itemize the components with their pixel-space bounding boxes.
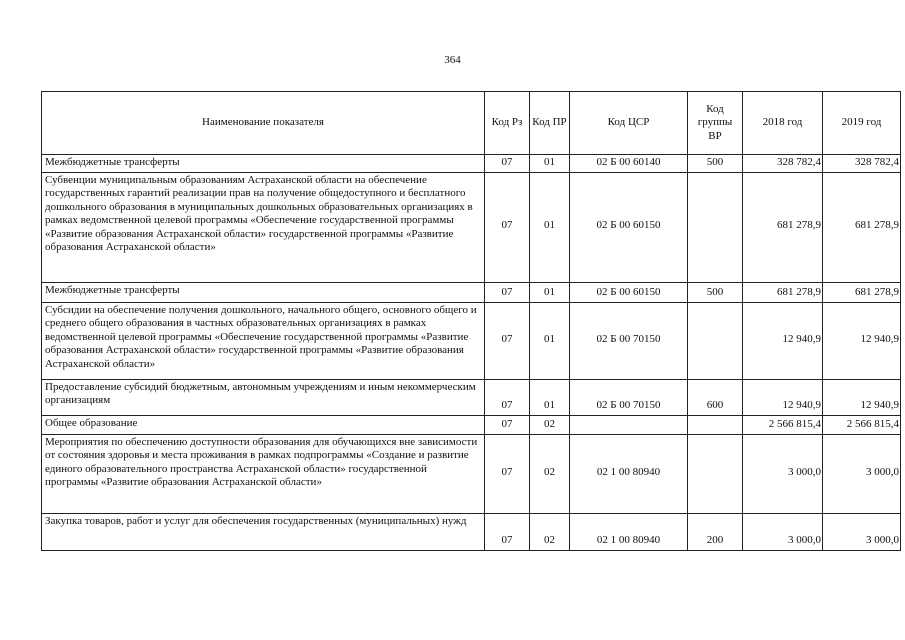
header-vr: Код группы ВР xyxy=(688,92,743,155)
row-2019: 3 000,0 xyxy=(823,435,901,514)
row-rz: 07 xyxy=(485,303,530,380)
table-row xyxy=(42,380,901,416)
row-csr: 02 Б 00 60150 xyxy=(570,173,688,283)
row-vr xyxy=(688,435,743,514)
row-name: Межбюджетные трансферты xyxy=(42,283,485,303)
row-2019: 3 000,0 xyxy=(823,514,901,551)
row-rz: 07 xyxy=(485,283,530,303)
row-vr: 200 xyxy=(688,514,743,551)
header-csr: Код ЦСР xyxy=(570,92,688,155)
row-2019: 328 782,4 xyxy=(823,155,901,173)
row-2019: 681 278,9 xyxy=(823,283,901,303)
row-2019: 12 940,9 xyxy=(823,380,901,416)
row-rz: 07 xyxy=(485,435,530,514)
row-2019: 681 278,9 xyxy=(823,173,901,283)
header-pr: Код ПР xyxy=(530,92,570,155)
row-pr: 01 xyxy=(530,303,570,380)
table-row xyxy=(42,435,901,514)
budget-table xyxy=(41,91,901,551)
row-rz: 07 xyxy=(485,514,530,551)
row-vr xyxy=(688,173,743,283)
row-rz: 07 xyxy=(485,173,530,283)
row-rz: 07 xyxy=(485,416,530,435)
table-row xyxy=(42,173,901,283)
row-csr: 02 Б 00 60150 xyxy=(570,283,688,303)
row-pr: 02 xyxy=(530,416,570,435)
row-vr: 600 xyxy=(688,380,743,416)
header-name: Наименование показателя xyxy=(42,92,485,155)
row-pr: 01 xyxy=(530,380,570,416)
row-name: Закупка товаров, работ и услуг для обеспечения государственных (муниципальных) нужд xyxy=(42,514,485,551)
row-pr: 02 xyxy=(530,514,570,551)
row-2018: 12 940,9 xyxy=(743,303,823,380)
row-2018: 12 940,9 xyxy=(743,380,823,416)
row-name: Общее образование xyxy=(42,416,485,435)
table-row xyxy=(42,303,901,380)
row-pr: 01 xyxy=(530,155,570,173)
row-2018: 681 278,9 xyxy=(743,173,823,283)
row-csr: 02 1 00 80940 xyxy=(570,435,688,514)
table-row xyxy=(42,514,901,551)
row-name: Мероприятия по обеспечению доступности образования для обучающихся вне зависимости от состояния здоровья и места проживания в рамках подпрограммы «Создание и развитие единого образовательного пространства Астраханской области» государственной программы «Развитие образования Астраханской области» xyxy=(42,435,485,514)
header-2018: 2018 год xyxy=(743,92,823,155)
row-pr: 01 xyxy=(530,283,570,303)
row-2018: 3 000,0 xyxy=(743,435,823,514)
row-name: Субсидии на обеспечение получения дошкольного, начального общего, основного общего и среднего общего образования в частных образовательных организациях в рамках ведомственной целевой программы «Обеспечение государственной программы «Развитие образования Астраханской области» государственной программы «Развитие образования Астраханской области» xyxy=(42,303,485,380)
table-row xyxy=(42,155,901,173)
row-csr xyxy=(570,416,688,435)
row-2019: 2 566 815,4 xyxy=(823,416,901,435)
row-2019: 12 940,9 xyxy=(823,303,901,380)
table-row xyxy=(42,283,901,303)
row-csr: 02 1 00 80940 xyxy=(570,514,688,551)
row-pr: 02 xyxy=(530,435,570,514)
header-rz: Код Рз xyxy=(485,92,530,155)
row-vr xyxy=(688,416,743,435)
row-vr xyxy=(688,303,743,380)
row-vr: 500 xyxy=(688,155,743,173)
row-2018: 681 278,9 xyxy=(743,283,823,303)
row-2018: 3 000,0 xyxy=(743,514,823,551)
row-csr: 02 Б 00 60140 xyxy=(570,155,688,173)
row-2018: 328 782,4 xyxy=(743,155,823,173)
table-header-row xyxy=(42,92,901,155)
row-pr: 01 xyxy=(530,173,570,283)
header-2019: 2019 год xyxy=(823,92,901,155)
page-number: 364 xyxy=(444,54,461,66)
row-csr: 02 Б 00 70150 xyxy=(570,380,688,416)
row-name: Субвенции муниципальным образованиям Астраханской области на обеспечение государственных гарантий реализации прав на получение общедоступного и бесплатного дошкольного образования в муниципальных дошкольных образовательных организациях в рамках ведомственной целевой программы «Обеспечение государственной программы «Развитие образования Астраханской области» государственной программы «Развитие образования Астраханской области» xyxy=(42,173,485,283)
row-csr: 02 Б 00 70150 xyxy=(570,303,688,380)
table-row xyxy=(42,416,901,435)
row-name: Предоставление субсидий бюджетным, автономным учреждениям и иным некоммерческим организациям xyxy=(42,380,485,416)
row-2018: 2 566 815,4 xyxy=(743,416,823,435)
row-rz: 07 xyxy=(485,155,530,173)
row-rz: 07 xyxy=(485,380,530,416)
row-name: Межбюджетные трансферты xyxy=(42,155,485,173)
row-vr: 500 xyxy=(688,283,743,303)
